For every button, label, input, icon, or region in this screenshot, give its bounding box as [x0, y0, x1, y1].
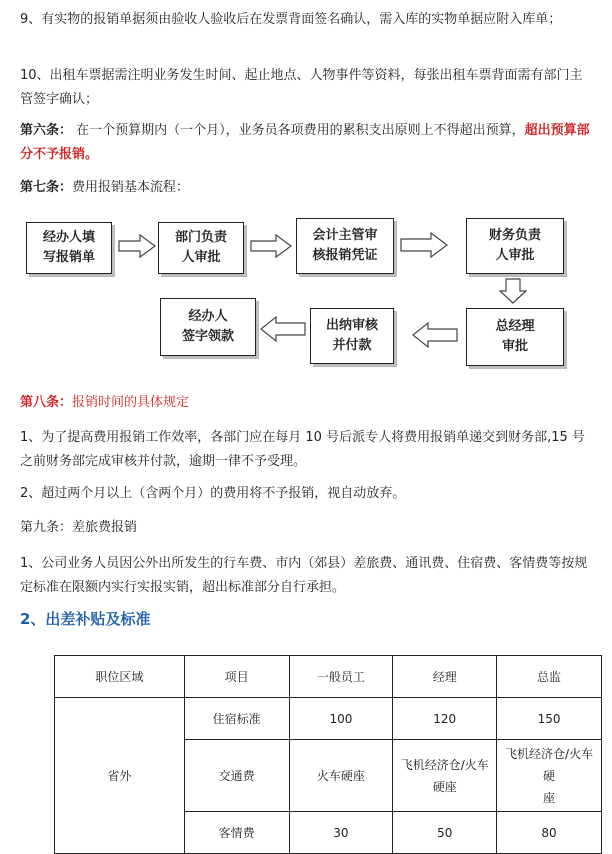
article-6-highlight: 超出预算部分不予报销。: [20, 123, 590, 162]
table-cell: [393, 740, 497, 812]
flow-step-cashier-payment: [310, 308, 394, 364]
flow-step-finance-approval: [466, 218, 564, 274]
table-cell: 住宿标准: [184, 698, 289, 740]
table-cell: 120: [393, 698, 497, 740]
table-cell: 50: [393, 812, 497, 854]
flow-step-5-line2: 审批: [501, 339, 528, 354]
flow-step-7-line2: 签字领款: [181, 329, 234, 344]
table-row: [55, 698, 602, 740]
allowance-table: [54, 655, 602, 854]
flow-step-1-line1: 经办人填: [42, 230, 95, 245]
flow-step-3-line2: 核报销凭证: [312, 248, 378, 263]
flow-step-sign-receive: [160, 298, 256, 356]
flow-step-2-line2: 人审批: [181, 250, 221, 265]
flow-step-4-line1: 财务负责: [488, 228, 541, 243]
article-7-label: 第七条：: [20, 180, 73, 195]
article-9-heading: 第九条：差旅费报销: [20, 520, 138, 535]
table-cell: 80: [497, 812, 602, 854]
article-7: [20, 176, 592, 200]
flow-step-dept-approval: [158, 222, 244, 274]
article-8-rule-2: 2、超过两个月以上（含两个月）的费用将不予报销，视自动放弃。: [20, 486, 406, 501]
section-2-title: 2、出差补贴及标准: [20, 610, 151, 628]
article-8-rule-1: 1、为了提高费用报销工作效率，各部门应在每月 10 号后派专人将费用报销单递交到财务部,15 号之前财务部完成审核并付款，逾期一律不予受理。: [20, 430, 585, 469]
table-header-cell: 职位区域: [55, 656, 185, 698]
table-cell: 100: [289, 698, 393, 740]
table-cell: 火车硬座: [289, 740, 393, 812]
arrow-left-icon: [260, 316, 306, 342]
flow-step-fill-form: [26, 222, 112, 274]
arrow-down-icon: [499, 278, 527, 304]
table-cell: 交通费: [184, 740, 289, 812]
table-header-cell: 经理: [393, 656, 497, 698]
table-cell-line: 飞机经济仓/火车: [400, 757, 489, 772]
flow-step-1-line2: 写报销单: [42, 250, 95, 265]
table-cell-line: 座: [543, 790, 556, 805]
table-header-cell: 项目: [184, 656, 289, 698]
table-header-cell: 总监: [497, 656, 602, 698]
table-cell: 30: [289, 812, 393, 854]
arrow-right-icon: [400, 232, 448, 258]
flow-step-6-line2: 并付款: [332, 338, 372, 353]
flow-step-2-line1: 部门负责: [174, 230, 227, 245]
flow-step-3-line1: 会计主管审: [312, 228, 378, 243]
item-9: 9、有实物的报销单据须由验收人验收后在发票背面签名确认，需入库的实物单据应附入库单；: [20, 12, 562, 27]
table-cell-line: 硬座: [432, 779, 457, 794]
item-10: 10、出租车票据需注明业务发生时间、起止地点、人物事件等资料，每张出租车票背面需有部门主管签字确认；: [20, 68, 583, 107]
arrow-right-icon: [250, 234, 292, 258]
table-cell: [497, 740, 602, 812]
flow-step-4-line2: 人审批: [495, 248, 535, 263]
flow-step-6-line1: 出纳审核: [325, 318, 378, 333]
flow-step-gm-approval: [466, 308, 564, 366]
flow-step-7-line1: 经办人: [188, 309, 228, 324]
arrow-left-icon: [412, 322, 458, 348]
table-cell: 客情费: [184, 812, 289, 854]
article-6-label: 第六条：: [20, 123, 73, 138]
flow-step-5-line1: 总经理: [495, 319, 535, 334]
table-cell: 150: [497, 698, 602, 740]
table-cell-line: 飞机经济仓/火车硬: [505, 746, 594, 783]
article-8-heading: [20, 391, 592, 415]
article-9-rule-1: 1、公司业务人员因公外出所发生的行车费、市内（郊县）差旅费、通讯费、住宿费、客情费等按规定标准在限额内实行实报实销，超出标准部分自行承担。: [20, 556, 588, 595]
article-8-label: 第八条：: [20, 395, 73, 410]
article-8-text: 报销时间的具体规定: [72, 395, 190, 410]
table-header-row: [55, 656, 602, 698]
flow-step-accounting-review: [296, 218, 394, 274]
table-header-cell: 一般员工: [289, 656, 393, 698]
article-6-text: 在一个预算期内（一个月），业务员各项费用的累积支出原则上不得超出预算，: [72, 123, 525, 138]
article-7-text: 费用报销基本流程：: [72, 180, 190, 195]
article-6: [20, 119, 592, 167]
table-region-cell: 省外: [55, 698, 185, 854]
arrow-right-icon: [118, 234, 156, 258]
